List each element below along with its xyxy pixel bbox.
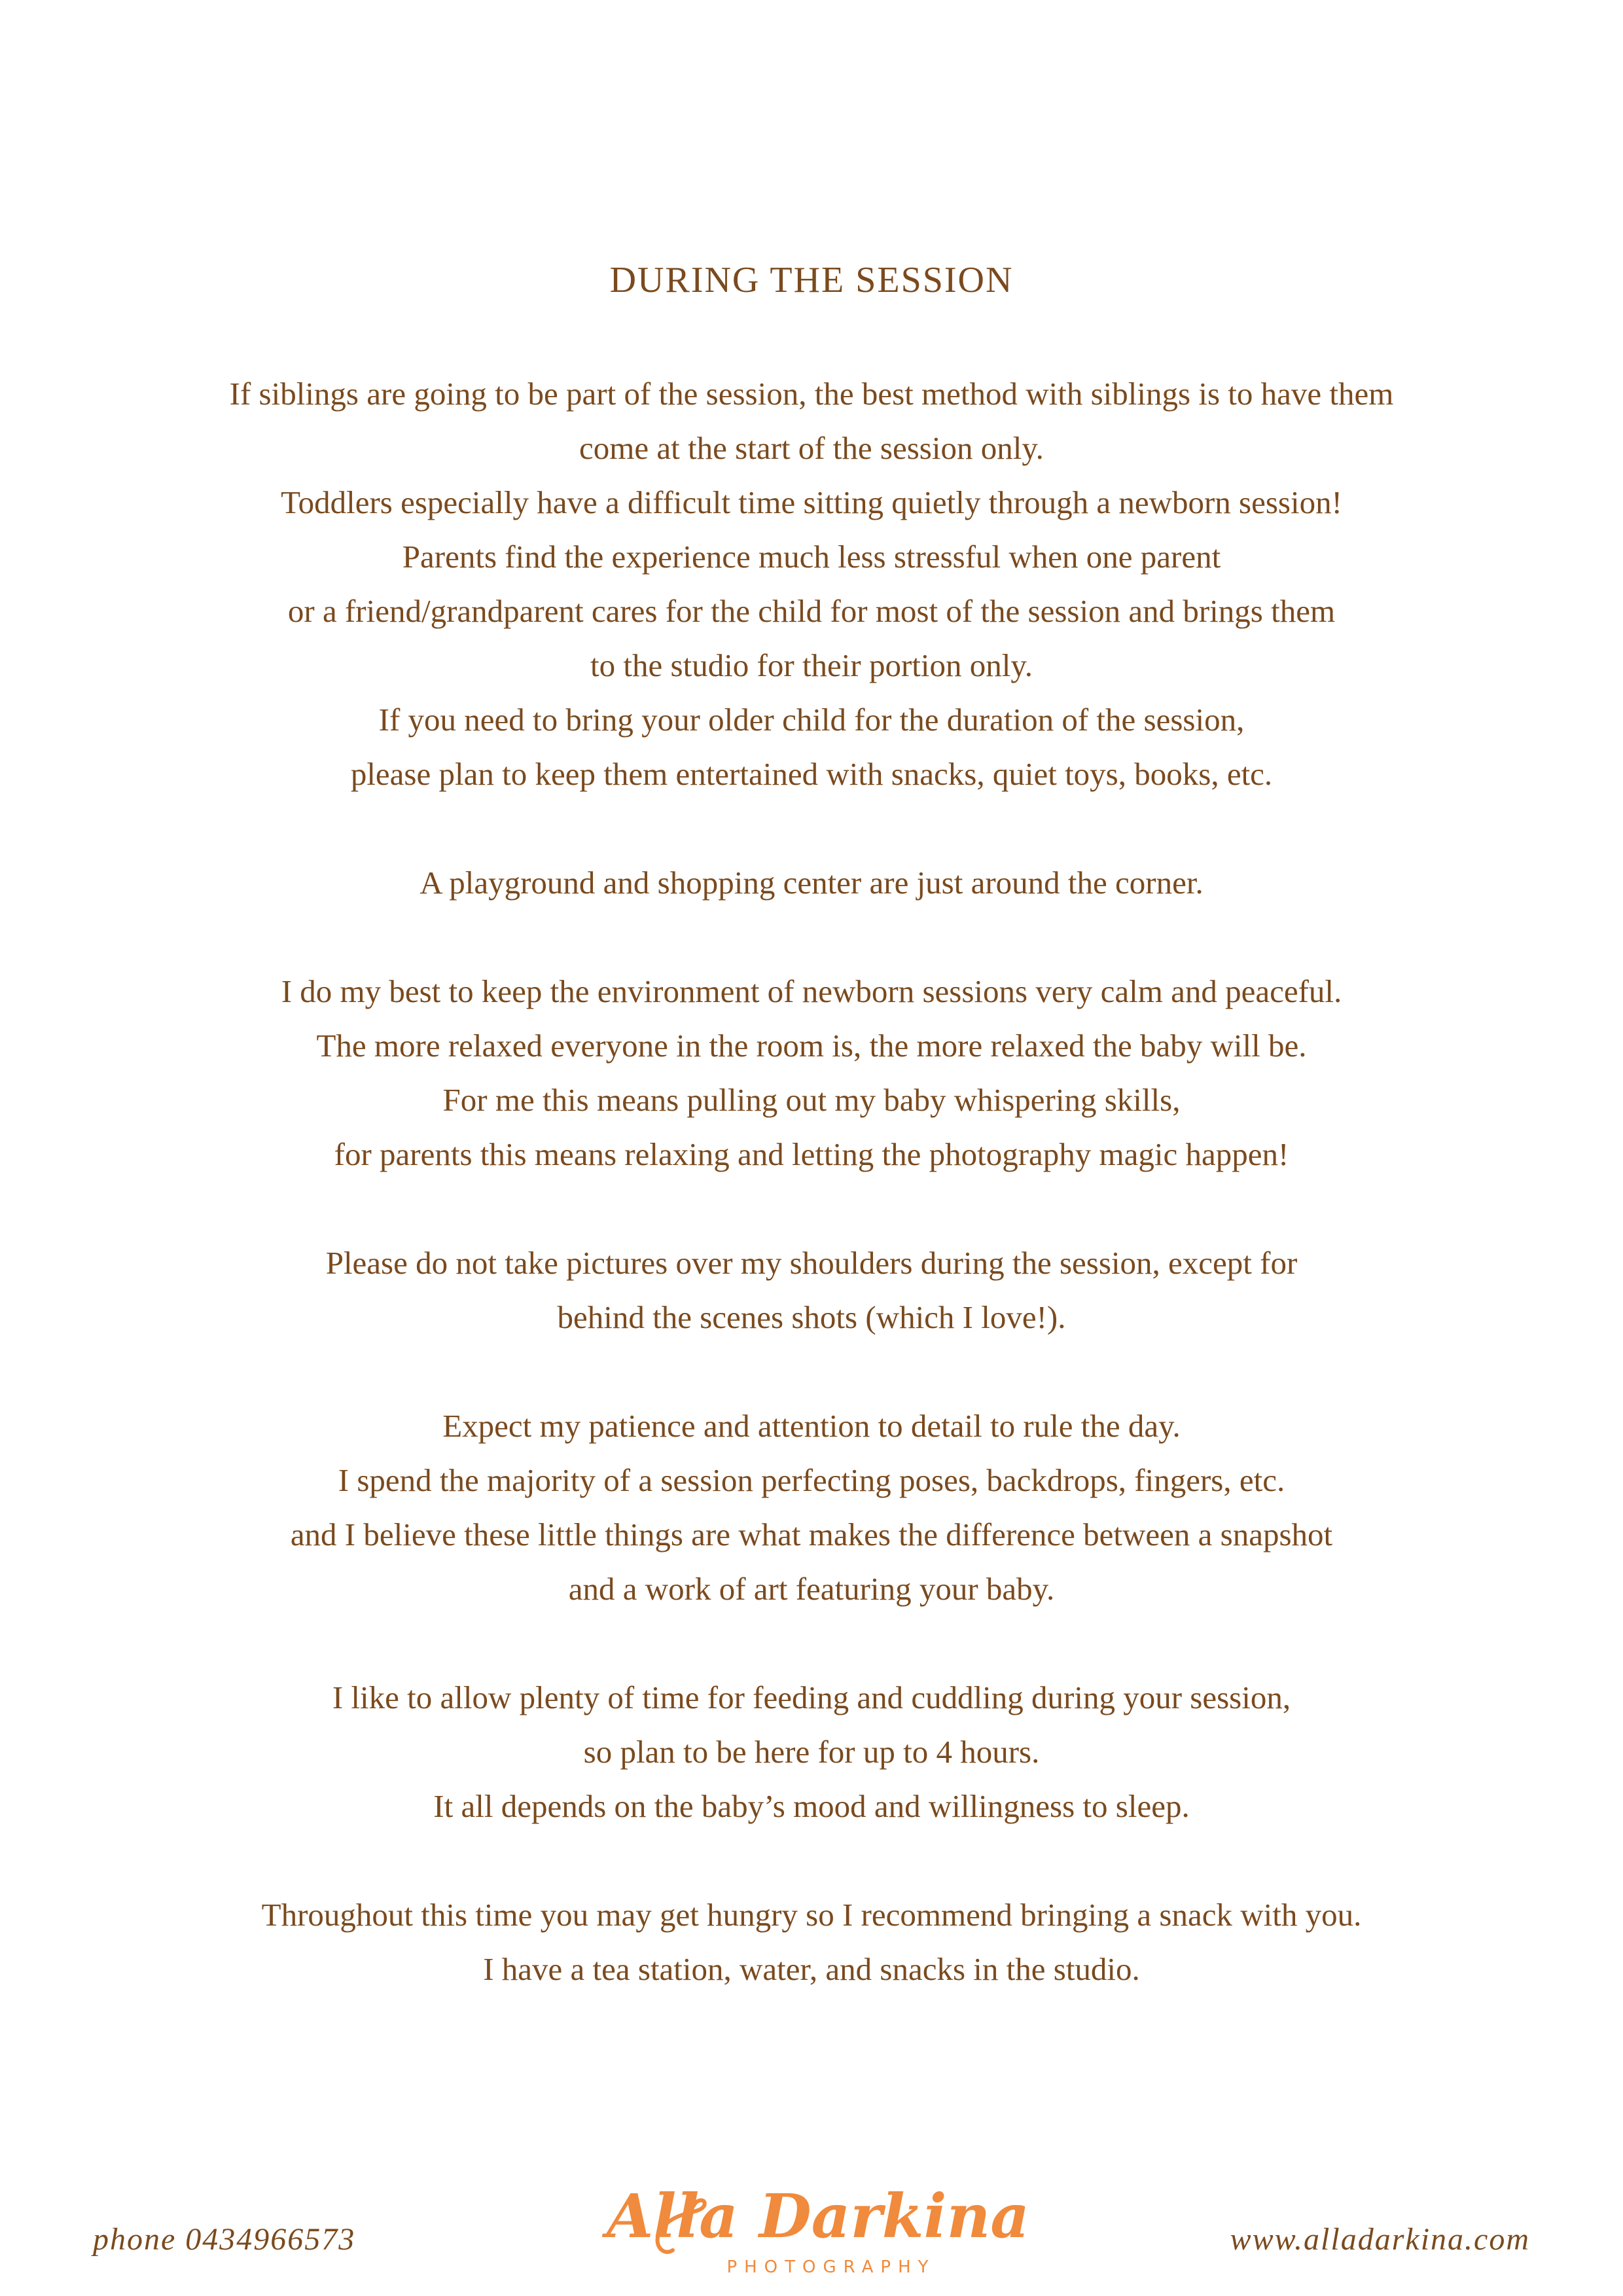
brand-logo	[607, 2160, 1029, 2284]
paragraph-playground	[79, 855, 1544, 910]
paragraph-gap	[79, 1833, 1544, 1888]
text-line: Parents find the experience much less stressful when one parent	[402, 539, 1221, 575]
paragraph-snacks	[79, 1888, 1544, 1996]
text-line: Expect my patience and attention to detail to rule the day.	[442, 1408, 1181, 1444]
text-line: so plan to be here for up to 4 hours.	[583, 1734, 1040, 1770]
page-title: DURING THE SESSION	[609, 260, 1014, 300]
paragraph-pictures	[79, 1236, 1544, 1344]
text-line: please plan to keep them entertained with snacks, quiet toys, books, etc.	[350, 756, 1273, 792]
paragraph-environment	[79, 964, 1544, 1181]
text-line: I have a tea station, water, and snacks in the studio.	[483, 1951, 1140, 1987]
text-line: If siblings are going to be part of the session, the best method with siblings is to have them	[229, 376, 1394, 412]
text-line: For me this means pulling out my baby whispering skills,	[442, 1082, 1181, 1118]
paragraph-patience	[79, 1399, 1544, 1616]
text-line: or a friend/grandparent cares for the child for most of the session and brings them	[287, 593, 1336, 629]
text-line: I like to allow plenty of time for feeding and cuddling during your session,	[332, 1679, 1291, 1715]
text-line: to the studio for their portion only.	[590, 647, 1033, 683]
text-line: and a work of art featuring your baby.	[568, 1571, 1055, 1607]
text-line: for parents this means relaxing and letting the photography magic happen!	[334, 1136, 1289, 1172]
paragraph-gap	[79, 910, 1544, 964]
text-line: If you need to bring your older child for the duration of the session,	[378, 702, 1245, 738]
logo-tagline: PHOTOGRAPHY	[726, 2257, 936, 2277]
text-line: Please do not take pictures over my shoulders during the session, except for	[325, 1245, 1298, 1281]
text-line: I do my best to keep the environment of newborn sessions very calm and peaceful.	[281, 973, 1342, 1009]
logo-name: Alla Darkina	[607, 2181, 1029, 2251]
paragraph-gap	[79, 801, 1544, 855]
paragraph-gap	[79, 1344, 1544, 1399]
text-line: I spend the majority of a session perfecting poses, backdrops, fingers, etc.	[338, 1462, 1285, 1498]
footer-website-link[interactable]: www.alladarkina.com	[1230, 2222, 1530, 2257]
text-line: and I believe these little things are what makes the difference between a snapshot	[290, 1516, 1333, 1552]
paragraph-siblings	[79, 367, 1544, 801]
paragraph-gap	[79, 1616, 1544, 1670]
text-line: Throughout this time you may get hungry so I recommend bringing a snack with you.	[261, 1897, 1362, 1933]
footer-phone[interactable]: phone 0434966573	[93, 2222, 356, 2257]
text-line: A playground and shopping center are just around the corner.	[419, 865, 1204, 901]
paragraph-gap	[79, 1181, 1544, 1236]
document-body	[79, 367, 1544, 1996]
text-line: The more relaxed everyone in the room is, the more relaxed the baby will be.	[316, 1028, 1307, 1064]
text-line: It all depends on the baby’s mood and willingness to sleep.	[433, 1788, 1190, 1824]
paragraph-time	[79, 1670, 1544, 1833]
text-line: Toddlers especially have a difficult time sitting quietly through a newborn session!	[281, 484, 1342, 520]
text-line: behind the scenes shots (which I love!).	[557, 1299, 1066, 1335]
text-line: come at the start of the session only.	[579, 430, 1044, 466]
